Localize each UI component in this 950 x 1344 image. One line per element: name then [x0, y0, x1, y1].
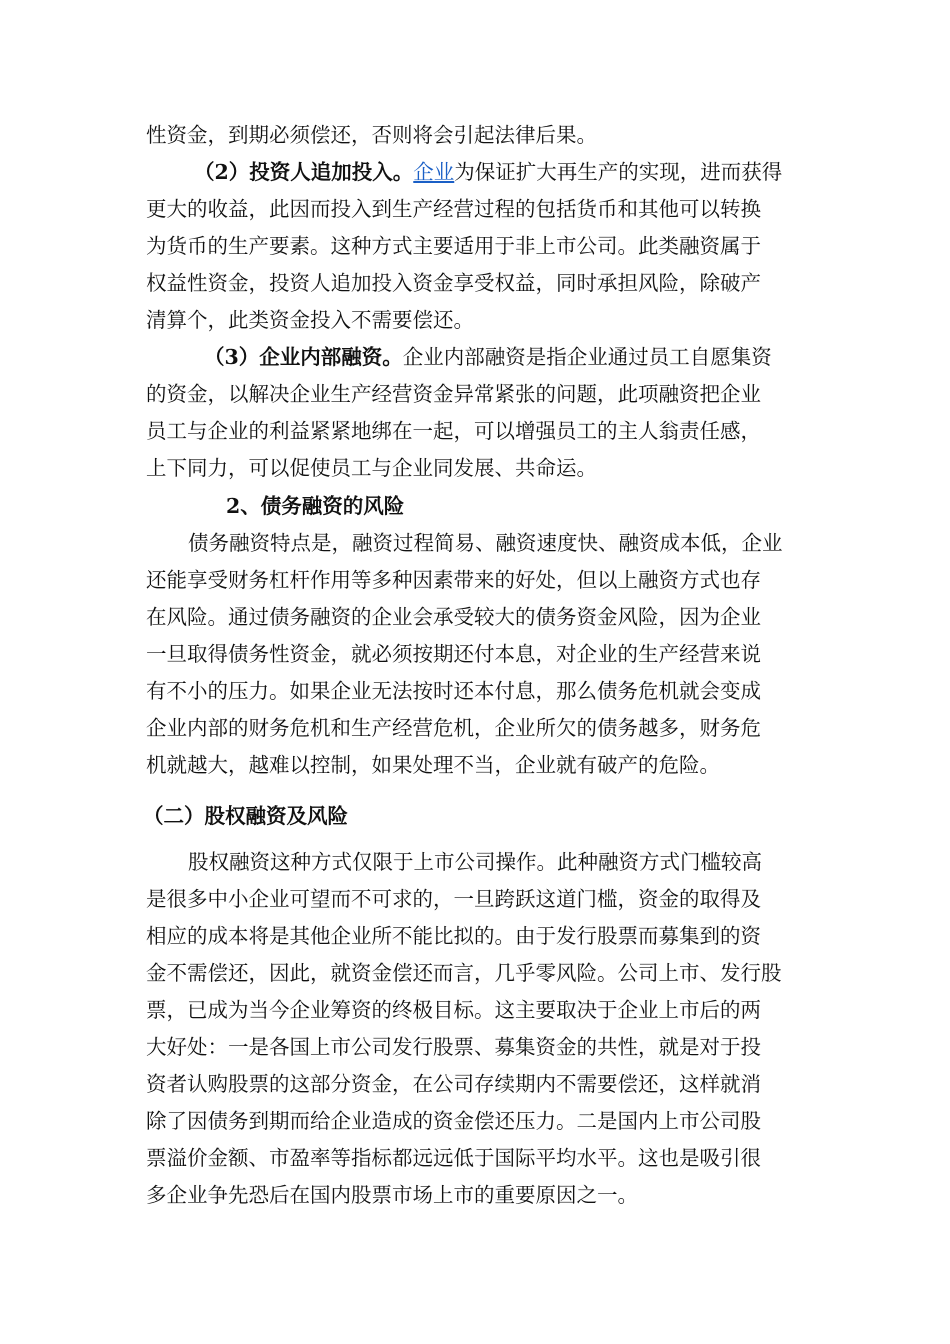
text-run: 企业内部融资是指企业通过员工自愿集资	[402, 345, 772, 369]
text-line: 在风险。通过债务融资的企业会承受较大的债务资金风险，因为企业	[146, 605, 761, 629]
text-line: 票溢价金额、市盈率等指标都远远低于国际平均水平。这也是吸引很	[146, 1146, 761, 1170]
text-line: 是很多中小企业可望而不可求的，一旦跨跃这道门槛，资金的取得及	[146, 887, 761, 911]
text-line: 相应的成本将是其他企业所不能比拟的。由于发行股票而募集到的资	[146, 924, 761, 948]
text-line: 多企业争先恐后在国内股票市场上市的重要原因之一。	[146, 1183, 638, 1207]
item-lead: （3）企业内部融资。	[204, 345, 403, 369]
text-line: 还能享受财务杠杆作用等多种因素带来的好处，但以上融资方式也存	[146, 568, 761, 592]
text-line: 票，已成为当今企业筹资的终极目标。这主要取决于企业上市后的两	[146, 998, 761, 1022]
text-line: 企业内部的财务危机和生产经营危机，企业所欠的债务越多，财务危	[146, 716, 761, 740]
enterprise-link[interactable]: 企业	[413, 160, 455, 184]
text-line: 资者认购股票的这部分资金，在公司存续期内不需要偿还，这样就消	[146, 1072, 761, 1096]
section-heading-equity: （二）股权融资及风险	[143, 804, 348, 828]
text-line: 更大的收益，此因而投入到生产经营过程的包括货币和其他可以转换	[146, 197, 761, 221]
text-line: 为货币的生产要素。这种方式主要适用于非上市公司。此类融资属于	[146, 234, 761, 258]
section-heading-debt-risk: 2、债务融资的风险	[226, 494, 405, 518]
text-line: 权益性资金，投资人追加投入资金享受权益，同时承担风险，除破产	[146, 271, 761, 295]
text-line: 有不小的压力。如果企业无法按时还本付息，那么债务危机就会变成	[146, 679, 761, 703]
text-line: 金不需偿还，因此，就资金偿还而言，几乎零风险。公司上市、发行股	[146, 961, 782, 985]
paragraph-equity-financing	[146, 844, 810, 1214]
text-line: 清算个，此类资金投入不需要偿还。	[146, 308, 474, 332]
text-line: 的资金，以解决企业生产经营资金异常紧张的问题，此项融资把企业	[146, 382, 761, 406]
text-line: 一旦取得债务性资金，就必须按期还付本息，对企业的生产经营来说	[146, 642, 761, 666]
text-line: 除了因债务到期而给企业造成的资金偿还压力。二是国内上市公司股	[146, 1109, 761, 1133]
text-run: 为保证扩大再生产的实现，进而获得	[454, 160, 783, 184]
paragraph-investor-input	[146, 154, 810, 339]
text-line: 债务融资特点是，融资过程简易、融资速度快、融资成本低，企业	[188, 531, 783, 555]
text-line	[146, 154, 810, 191]
paragraph-debt-financing	[146, 525, 810, 784]
text-line: 性资金，到期必须偿还，否则将会引起法律后果。	[146, 123, 597, 147]
text-line	[146, 339, 810, 376]
paragraph-continuation	[146, 117, 810, 154]
paragraph-internal-financing	[146, 339, 810, 487]
text-line: 大好处：一是各国上市公司发行股票、募集资金的共性，就是对于投	[146, 1035, 761, 1059]
text-line: 股权融资这种方式仅限于上市公司操作。此种融资方式门槛较高	[188, 850, 762, 874]
item-lead: （2）投资人追加投入。	[194, 160, 414, 184]
text-line: 上下同力，可以促使员工与企业同发展、共命运。	[146, 456, 597, 480]
text-line: 机就越大，越难以控制，如果处理不当，企业就有破产的危险。	[146, 753, 720, 777]
text-line: 员工与企业的利益紧紧地绑在一起，可以增强员工的主人翁责任感，	[146, 419, 761, 443]
